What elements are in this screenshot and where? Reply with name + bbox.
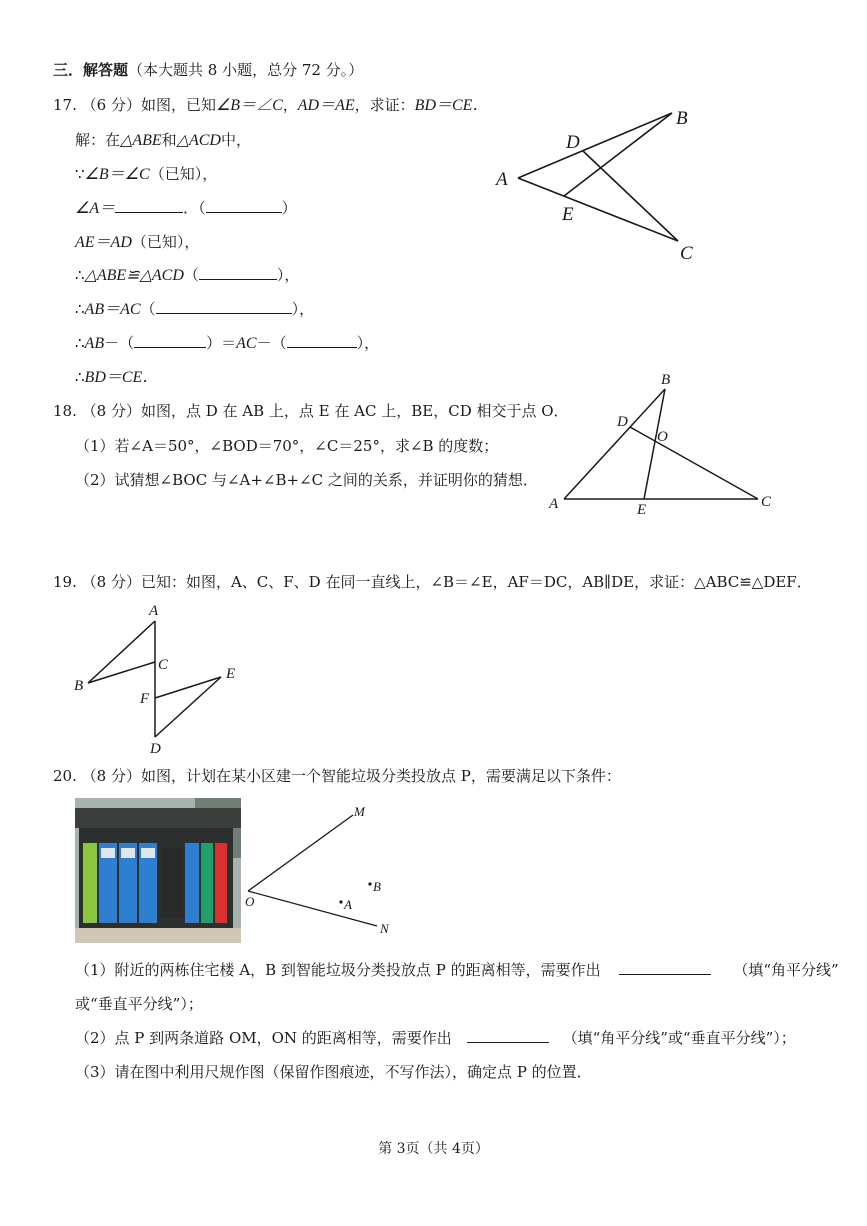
q17-line-3 <box>75 198 297 219</box>
q17-line-5 <box>75 265 299 286</box>
q18-segment-BE <box>644 389 665 499</box>
q17-l6d: ）， <box>291 300 315 318</box>
q19-statement <box>53 572 812 592</box>
q17-blank-6[interactable] <box>287 333 357 348</box>
q20-blank-1[interactable] <box>619 960 711 975</box>
section-heading <box>53 60 363 80</box>
q17-l7f: －（ <box>256 334 287 352</box>
q20-blank-2[interactable] <box>467 1028 549 1043</box>
q17-number: 17. <box>53 96 77 114</box>
q17-label-B: B <box>676 108 688 129</box>
q20-label-M: M <box>354 804 365 819</box>
q17-l7c: －（ <box>104 334 135 352</box>
q17-mid: ，求证： <box>354 96 415 114</box>
q20-number: 20. <box>53 767 77 785</box>
q18-number: 18. <box>53 402 77 420</box>
q20-ray-OM <box>248 815 353 891</box>
q19-segment-FE <box>155 677 221 698</box>
q17-label-E: E <box>562 204 574 225</box>
q17-line-1 <box>75 130 251 151</box>
q17-label-C: C <box>680 243 693 264</box>
q17-l7b: AB <box>84 335 105 352</box>
q20-p1b: （填“角平分线” <box>733 961 839 979</box>
q17-l1d: △ACD <box>176 132 221 149</box>
q19-label-F: F <box>140 691 150 707</box>
q17-l5a: ∴ <box>75 266 85 284</box>
q17-l7d: ）＝ <box>206 334 237 352</box>
q17-line-4 <box>75 232 199 253</box>
q17-cond2: AD＝AE <box>297 97 355 114</box>
q17-l3c: ） <box>281 199 297 217</box>
q20-part-1 <box>75 960 839 980</box>
q19-label-D: D <box>150 741 161 757</box>
q18-label-D: D <box>617 414 628 430</box>
q17-l7e: AC <box>236 335 257 352</box>
q20-label-O: O <box>245 894 255 909</box>
q18-label-O: O <box>657 429 668 445</box>
q19-line: （8 分）已知：如图，A、C、F、D 在同一直线上，∠B＝∠E，AF＝DC，AB∥DE，求证：△ABC≌△DEF． <box>81 573 812 591</box>
sorting-station-illustration <box>75 798 241 943</box>
q17-l6a: ∴ <box>75 300 85 318</box>
q17-blank-4[interactable] <box>156 299 292 314</box>
q17-l1e: 中， <box>220 131 251 149</box>
q17-blank-5[interactable] <box>134 333 206 348</box>
q17-sep: ， <box>282 96 298 114</box>
q17-line-7 <box>75 333 379 354</box>
q18-segment-AB <box>564 389 665 499</box>
sorting-station-photo <box>75 798 241 943</box>
q17-line-6 <box>75 299 314 320</box>
q17-l8b: BD＝CE． <box>84 369 159 386</box>
q17-blank-1[interactable] <box>115 198 183 213</box>
q19-label-C: C <box>158 657 169 673</box>
q17-segment-DC <box>583 151 678 241</box>
q17-l6c: （ <box>140 300 156 318</box>
q18-part-2: （2）试猜想∠BOC 与∠A+∠B+∠C 之间的关系，并证明你的猜想． <box>75 471 538 489</box>
q20-label-B: B <box>373 879 381 894</box>
q20-part-3: （3）请在图中利用尺规作图（保留作图痕迹，不写作法），确定点 P 的位置． <box>75 1063 592 1081</box>
q17-l5b: △ABE≌△ACD <box>84 267 184 284</box>
q17-label-D: D <box>566 132 580 153</box>
q17-l2b: ∠B＝∠C <box>84 166 150 183</box>
q19-label-A: A <box>149 603 159 619</box>
q20-ray-ON <box>248 891 377 926</box>
q17-line-2 <box>75 164 217 185</box>
q17-l6b: AB＝AC <box>84 301 141 318</box>
q17-l3b: ．（ <box>183 199 206 217</box>
q20-point-B <box>368 882 371 885</box>
q18-label-C: C <box>761 494 772 510</box>
q18-label-E: E <box>637 502 647 518</box>
q17-segment-AC <box>518 178 678 241</box>
q17-l5c: （ <box>183 266 199 284</box>
q17-segment-EB <box>564 113 672 196</box>
q17-l1c: 和 <box>161 131 177 149</box>
q17-l7g: ）， <box>356 334 380 352</box>
q17-l8a: ∴ <box>75 368 85 386</box>
q20-label-N: N <box>380 921 389 936</box>
q17-blank-3[interactable] <box>199 265 277 280</box>
q20-label-A: A <box>344 897 352 912</box>
q20-p2b: （填“角平分线”或“垂直平分线”）； <box>562 1029 796 1047</box>
q20-statement <box>53 766 621 786</box>
q18-statement <box>53 401 569 421</box>
q17-score: （6 分）如图，已知 <box>81 96 216 114</box>
q17-l5d: ）， <box>276 266 300 284</box>
q18-label-B: B <box>661 372 671 388</box>
q20-point-A <box>339 900 342 903</box>
q17-cond1: ∠B＝∠C <box>215 97 283 114</box>
q17-l7a: ∴ <box>75 334 85 352</box>
q18-part-1: （1）若∠A＝50°，∠BOD＝70°，∠C＝25°，求∠B 的度数； <box>75 437 499 455</box>
q17-l1b: △ABE <box>120 132 162 149</box>
q19-segment-AB <box>88 621 155 683</box>
q20-part-2 <box>75 1028 796 1048</box>
q20-line: （8 分）如图，计划在某小区建一个智能垃圾分类投放点 P，需要满足以下条件： <box>81 767 621 785</box>
page-footer: 第 3页（共 4页） <box>378 1141 489 1157</box>
q17-l4b: （已知）， <box>131 233 200 251</box>
q20-p2a: （2）点 P 到两条道路 OM，ON 的距离相等，需要作出 <box>75 1029 452 1047</box>
q19-segment-BC <box>88 662 155 683</box>
q19-label-B: B <box>74 678 84 694</box>
q17-goal: BD＝CE． <box>414 97 489 114</box>
q17-l2a: ∵ <box>75 165 85 183</box>
q20-p1a: （1）附近的两栋住宅楼 A，B 到智能垃圾分类投放点 P 的距离相等，需要作出 <box>75 961 601 979</box>
q17-segment-AB <box>518 113 672 178</box>
q17-label-A: A <box>496 169 508 190</box>
q19-label-E: E <box>226 666 236 682</box>
section-title: 三．解答题 <box>53 61 129 79</box>
q19-segment-ED <box>155 677 221 737</box>
q18-segment-DC <box>630 427 758 499</box>
q17-line-8 <box>75 367 158 388</box>
q17-l4a: AE＝AD <box>75 234 132 251</box>
q20-part-1-cont: 或“垂直平分线”）； <box>75 995 203 1013</box>
q17-statement <box>53 95 488 116</box>
q18-label-A: A <box>549 496 559 512</box>
q17-l1a: 解：在 <box>75 131 121 149</box>
q18-line: （8 分）如图，点 D 在 AB 上，点 E 在 AC 上，BE，CD 相交于点 O． <box>81 402 569 420</box>
q17-l3a: ∠A＝ <box>75 200 116 217</box>
q17-blank-2[interactable] <box>206 198 282 213</box>
q19-number: 19. <box>53 573 77 591</box>
q17-l2c: （已知）， <box>149 165 218 183</box>
section-note: （本大题共 8 小题，总分 72 分。） <box>128 61 364 79</box>
